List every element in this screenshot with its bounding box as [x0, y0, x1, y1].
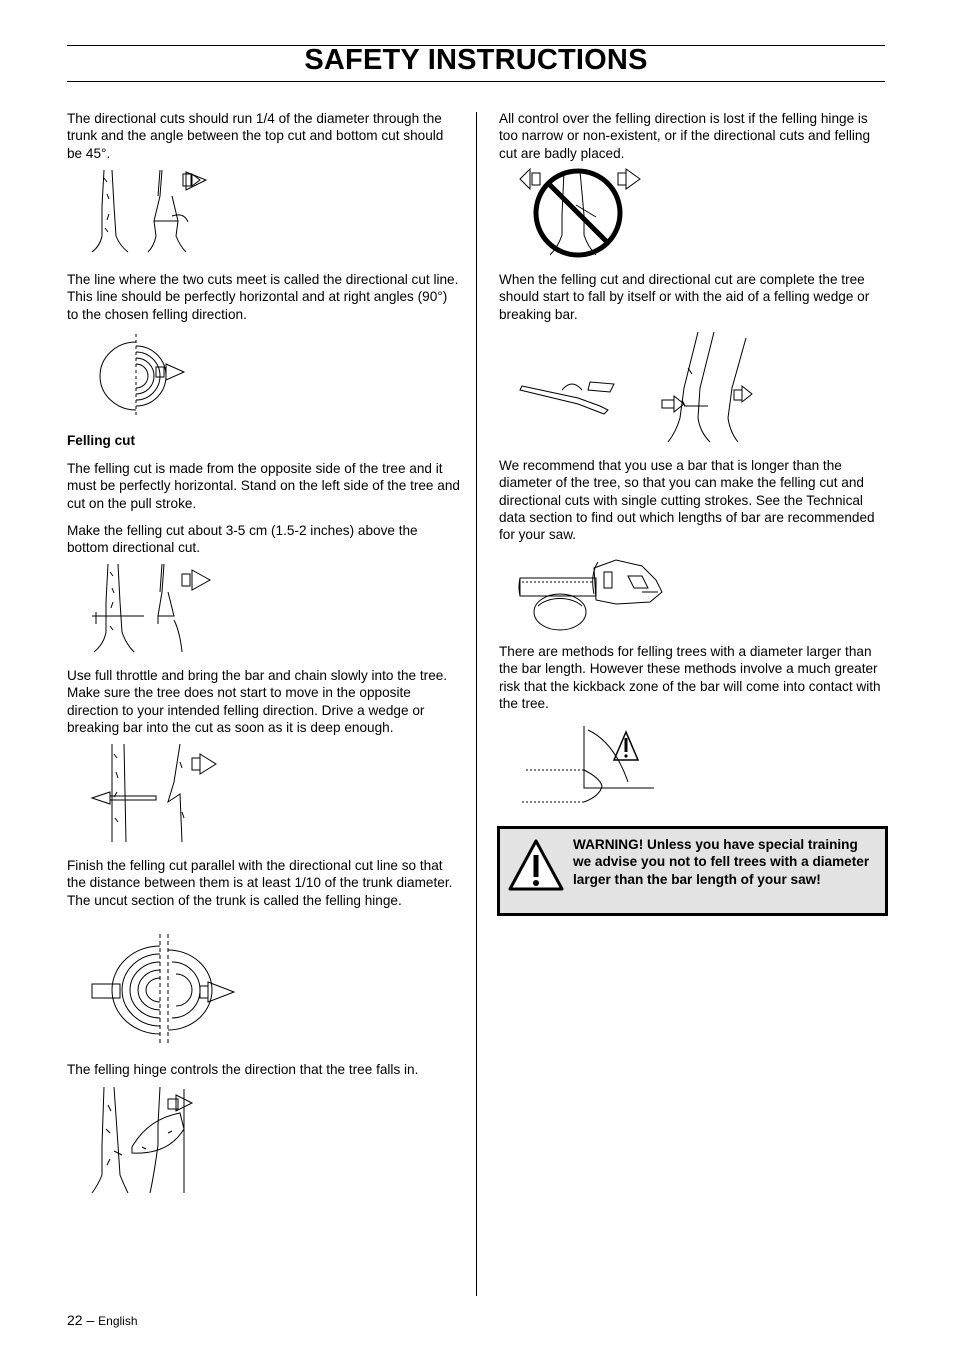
felling-hinge-paragraph: Finish the felling cut parallel with the directional cut line so that the distance between them is at least 1/10 of the trunk diameter. The uncut section of the trunk is called the felling hinge.	[67, 858, 453, 908]
hinge-direction-paragraph: The felling hinge controls the direction that the tree falls in.	[67, 1062, 419, 1077]
wedge-illustration	[88, 742, 223, 847]
directional-cut-line-paragraph: The line where the two cuts meet is called the directional cut line. This line should be perfectly horizontal and at right angles (90°) to the chosen felling direction.	[67, 272, 459, 322]
prohibited-cut-illustration	[518, 165, 648, 260]
page-title: SAFETY INSTRUCTIONS	[304, 44, 648, 76]
wedge-and-bar-illustration	[518, 328, 758, 448]
warning-triangle-icon	[506, 837, 566, 893]
throttle-paragraph: Use full throttle and bring the bar and chain slowly into the tree. Make sure the tree does not start to move in the opposite direction to your intended felling direction. Drive a wedge or breaking bar into the cut as soon as it is deep enough.	[67, 668, 448, 735]
felling-cut-height-illustration	[88, 562, 218, 656]
chainsaw-illustration	[516, 548, 666, 633]
felling-cut-heading: Felling cut	[67, 433, 135, 448]
tree-falls-paragraph: When the felling cut and directional cut are complete the tree should start to fall by itself or with the aid of a felling wedge or breaking bar.	[499, 272, 870, 322]
header-rule-bottom	[67, 81, 885, 82]
felling-cut-height-paragraph: Make the felling cut about 3-5 cm (1.5-2 inches) above the bottom directional cut.	[67, 523, 418, 556]
felling-cut-paragraph: The felling cut is made from the opposite side of the tree and it must be perfectly horizontal. Stand on the left side of the tree and cut on the pull stroke.	[67, 461, 460, 511]
warning-text: WARNING! Unless you have special training we advise you not to fell trees with a diameter larger than the bar length of your saw!	[573, 837, 870, 887]
page-number: 22 –	[67, 1312, 95, 1328]
directional-cuts-paragraph: The directional cuts should run 1/4 of the diameter through the trunk and the angle between the top cut and bottom cut should be 45°.	[67, 111, 444, 161]
footer-language: English	[98, 1314, 138, 1328]
column-divider	[476, 112, 477, 1296]
large-diameter-paragraph: There are methods for felling trees with a diameter larger than the bar length. However these methods involve a much greater risk that the kickback zone of the bar will come into contact with the tree.	[499, 644, 881, 711]
kickback-zone-illustration	[518, 722, 658, 807]
directional-cut-line-illustration	[88, 330, 193, 422]
directional-cut-illustration	[88, 166, 213, 258]
bar-length-paragraph: We recommend that you use a bar that is longer than the diameter of the tree, so that you can make the felling cut and directional cuts with single cutting strokes. See the Technical data section to find out which lengths of bar are recommended for your saw.	[499, 458, 875, 543]
warning-box	[497, 826, 888, 916]
page-footer	[67, 1312, 138, 1328]
hinge-direction-illustration	[88, 1085, 208, 1195]
felling-hinge-illustration	[88, 932, 238, 1047]
control-lost-paragraph: All control over the felling direction is lost if the felling hinge is too narrow or non-existent, or if the directional cuts and felling cut are badly placed.	[499, 111, 871, 161]
